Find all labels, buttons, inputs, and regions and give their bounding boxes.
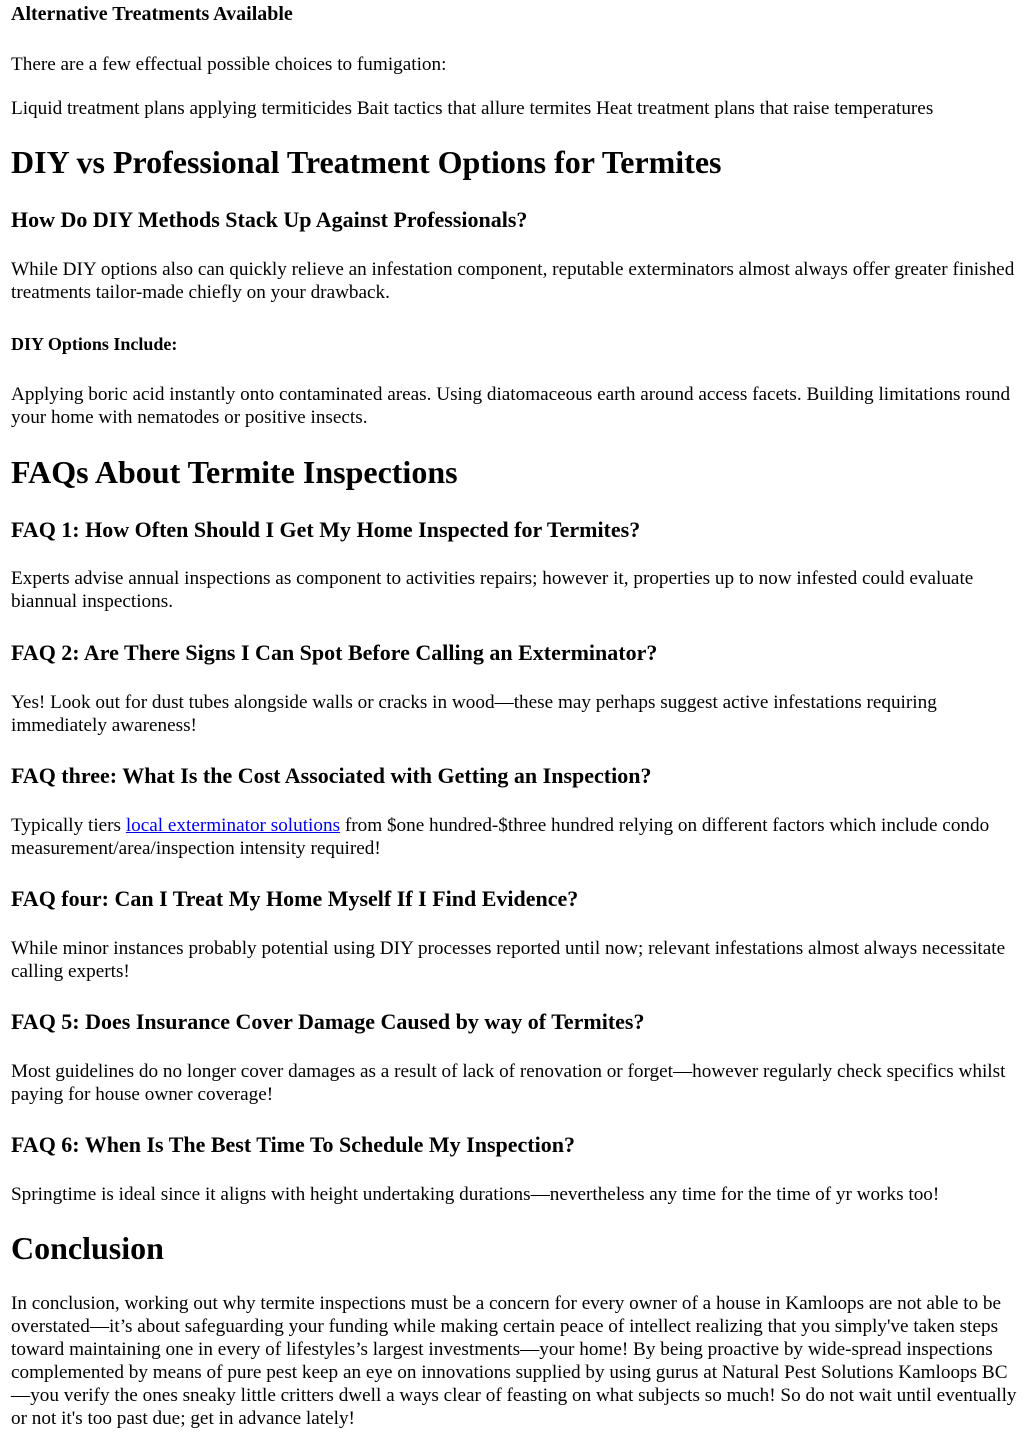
diy-section-heading: DIY vs Professional Treatment Options for Termites: [11, 144, 722, 180]
faq-answer-text: Typically tiers: [11, 815, 126, 836]
faq-question: FAQ 5: Does Insurance Cover Damage Caused by way of Termites?: [11, 1009, 645, 1034]
diy-paragraph: While DIY options also can quickly relieve an infestation component, reputable exterminators almost always offer greater finished treatments tailor-made chiefly on your drawback.: [11, 259, 1015, 303]
alt-treatments-list: Liquid treatment plans applying termiticides Bait tactics that allure termites Heat treatment plans that raise temperatures: [11, 98, 934, 119]
alt-treatments-intro: There are a few effectual possible choices to fumigation:: [11, 54, 447, 75]
faq-section-heading: FAQs About Termite Inspections: [11, 454, 458, 490]
diy-subheading: How Do DIY Methods Stack Up Against Professionals?: [11, 207, 528, 232]
faq-question: FAQ 2: Are There Signs I Can Spot Before Calling an Exterminator?: [11, 640, 658, 665]
alt-treatments-heading: Alternative Treatments Available: [11, 3, 293, 25]
faq-answer: [11, 814, 1018, 860]
faq-answer: Experts advise annual inspections as component to activities repairs; however it, properties up to now infested could evaluate biannual inspections.: [11, 568, 974, 612]
conclusion-paragraph: In conclusion, working out why termite inspections must be a concern for every owner of a house in Kamloops are not able to be overstated—it’s about safeguarding your funding while making certain peace of intellect realizing that you simply've taken steps toward maintaining one in every of lifestyles’s largest investments—your home! By being proactive by wide-spread inspections complemented by means of pure pest keep an eye on innovations supplied by using gurus at Natural Pest Solutions Kamloops BC—you verify the ones sneaky little critters dwell a ways clear of feasting on what subjects so much! So do not wait until eventually or not it's too past due; get in advance lately!: [11, 1293, 1017, 1429]
conclusion-heading: Conclusion: [11, 1230, 164, 1266]
faq-answer: Yes! Look out for dust tubes alongside walls or cracks in wood—these may perhaps suggest active infestations requiring immediately awareness!: [11, 692, 937, 736]
faq-question: FAQ 1: How Often Should I Get My Home Inspected for Termites?: [11, 517, 641, 542]
faq-answer: Most guidelines do no longer cover damages as a result of lack of renovation or forget—however regularly check specifics whilst paying for house owner coverage!: [11, 1061, 1006, 1105]
faq-answer: While minor instances probably potential using DIY processes reported until now; relevant infestations almost always necessitate calling experts!: [11, 938, 1006, 982]
diy-options-heading: DIY Options Include:: [11, 334, 178, 354]
faq-answer: Springtime is ideal since it aligns with height undertaking durations—nevertheless any time for the time of yr works too!: [11, 1184, 940, 1205]
faq-question: FAQ four: Can I Treat My Home Myself If I Find Evidence?: [11, 886, 579, 911]
faq-question: FAQ 6: When Is The Best Time To Schedule My Inspection?: [11, 1132, 575, 1157]
faq-question: FAQ three: What Is the Cost Associated with Getting an Inspection?: [11, 763, 652, 788]
faq-answer-text: from $one hundred-$three hundred relying on different factors which include condo measurement/area/inspection intensity required!: [11, 815, 990, 859]
diy-options-text: Applying boric acid instantly onto contaminated areas. Using diatomaceous earth around access facets. Building limitations round your home with nematodes or positive insects.: [11, 384, 1011, 428]
local-exterminator-link[interactable]: local exterminator solutions: [125, 815, 341, 836]
